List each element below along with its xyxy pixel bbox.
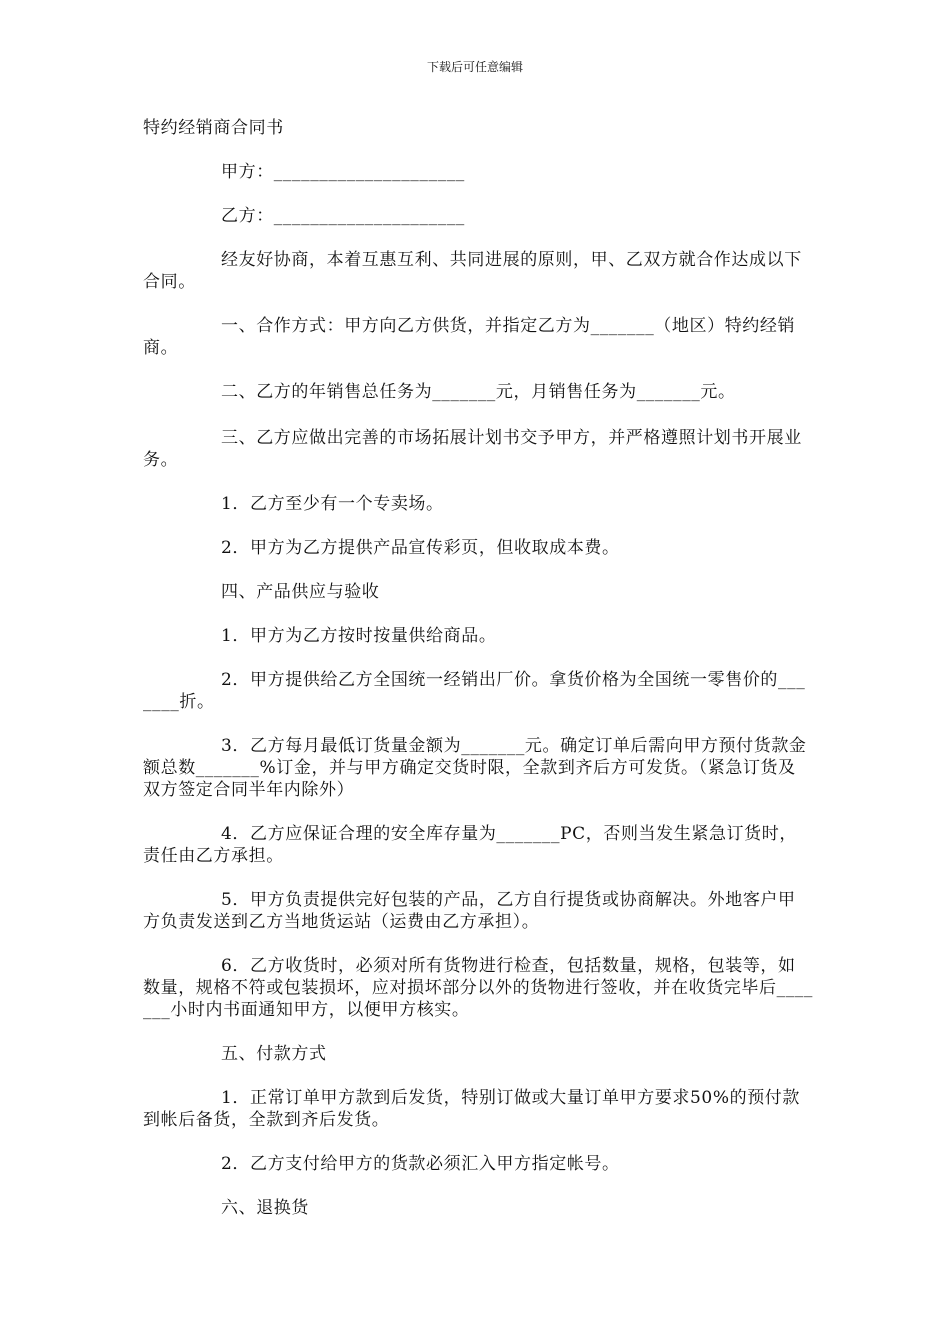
paragraph: 6．乙方收货时，必须对所有货物进行检查，包括数量，规格，包装等，如数量，规格不符或包装损坏，应对损坏部分以外的货物进行签收，并在收货完毕后_______小时内书面通知甲方，以便甲方核实。	[143, 956, 813, 1020]
paragraph: 1．乙方至少有一个专卖场。	[221, 494, 444, 514]
section-heading: 六、退换货	[221, 1198, 309, 1218]
paragraph: 2．乙方支付给甲方的货款必须汇入甲方指定帐号。	[221, 1154, 620, 1174]
party-a-line: 甲方：_____________________	[221, 162, 465, 182]
paragraph: 2．甲方为乙方提供产品宣传彩页，但收取成本费。	[221, 538, 620, 558]
paragraph: 二、乙方的年销售总任务为_______元，月销售任务为_______元。	[221, 382, 736, 402]
paragraph: 5．甲方负责提供完好包装的产品，乙方自行提货或协商解决。外地客户甲方负责发送到乙方当地货运站（运费由乙方承担）。	[143, 890, 796, 932]
paragraph: 经友好协商，本着互惠互利、共同进展的原则，甲、乙双方就合作达成以下合同。	[143, 250, 802, 292]
header-note: 下载后可任意编辑	[426, 60, 523, 74]
paragraph: 三、乙方应做出完善的市场拓展计划书交予甲方，并严格遵照计划书开展业务。	[143, 428, 802, 470]
paragraph: 一、合作方式：甲方向乙方供货，并指定乙方为_______（地区）特约经销商。	[143, 316, 796, 358]
party-b-line: 乙方：_____________________	[221, 206, 465, 226]
section-heading: 四、产品供应与验收	[221, 582, 380, 602]
section-heading: 五、付款方式	[221, 1044, 327, 1064]
document-title: 特约经销商合同书	[143, 118, 284, 138]
paragraph: 1．甲方为乙方按时按量供给商品。	[221, 626, 497, 646]
paragraph: 1．正常订单甲方款到后发货，特别订做或大量订单甲方要求50%的预付款到帐后备货，全款到齐后发货。	[143, 1088, 800, 1130]
paragraph: 4．乙方应保证合理的安全库存量为_______PC，否则当发生紧急订货时，责任由乙方承担。	[143, 824, 797, 866]
paragraph: 2．甲方提供给乙方全国统一经销出厂价。拿货价格为全国统一零售价的_______折。	[143, 670, 806, 712]
paragraph: 3．乙方每月最低订货量金额为_______元。确定订单后需向甲方预付货款金额总数_______%订金，并与甲方确定交货时限，全款到齐后方可发货。（紧急订货及双方签定合同半年内除外）	[143, 736, 807, 800]
